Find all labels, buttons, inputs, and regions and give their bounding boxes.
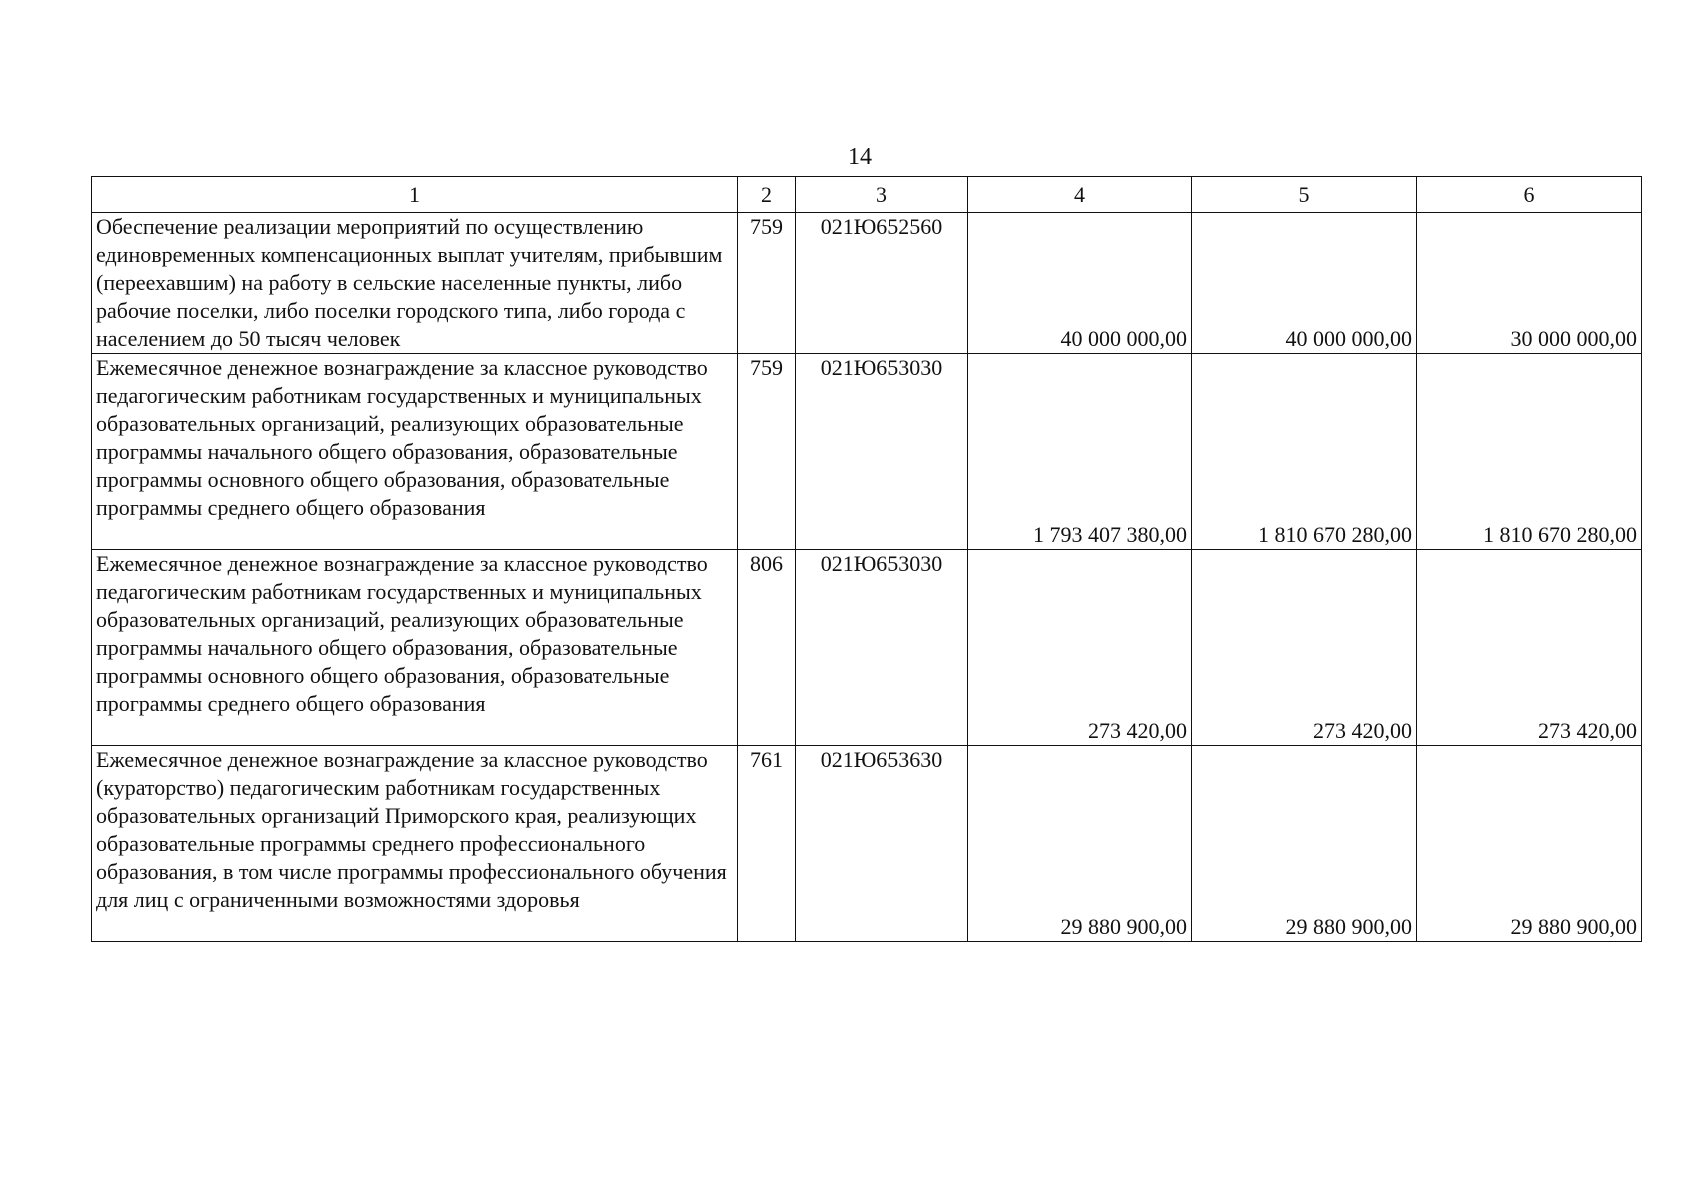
table-row (92, 746, 1642, 942)
column-header-3: 3 (796, 177, 968, 213)
row-amount-4-cell: 40 000 000,00 (968, 213, 1192, 354)
row-amount-6-cell: 273 420,00 (1417, 550, 1642, 746)
row-target-cell: 021Ю652560 (796, 213, 968, 354)
budget-table (91, 176, 1642, 942)
row-name-cell: Ежемесячное денежное вознаграждение за классное руководство педагогическим работникам государственных и муниципальных образовательных организаций, реализующих образовательные программы начального общего образования, образовательные программы основного общего образования, образовательные программы среднего общего образования (92, 354, 738, 550)
row-amount-4-cell: 273 420,00 (968, 550, 1192, 746)
column-header-5: 5 (1192, 177, 1417, 213)
row-amount-4-cell: 1 793 407 380,00 (968, 354, 1192, 550)
column-header-1: 1 (92, 177, 738, 213)
row-amount-6-cell: 30 000 000,00 (1417, 213, 1642, 354)
row-amount-5-cell: 29 880 900,00 (1192, 746, 1417, 942)
table-row (92, 213, 1642, 354)
row-amount-6-cell: 29 880 900,00 (1417, 746, 1642, 942)
row-amount-5-cell: 1 810 670 280,00 (1192, 354, 1417, 550)
page-number: 14 (848, 144, 872, 170)
row-amount-5-cell: 40 000 000,00 (1192, 213, 1417, 354)
row-amount-6-cell: 1 810 670 280,00 (1417, 354, 1642, 550)
row-target-cell: 021Ю653030 (796, 354, 968, 550)
column-header-6: 6 (1417, 177, 1642, 213)
row-code-cell: 761 (738, 746, 796, 942)
row-code-cell: 759 (738, 354, 796, 550)
column-header-2: 2 (738, 177, 796, 213)
row-name-cell: Ежемесячное денежное вознаграждение за классное руководство педагогическим работникам государственных и муниципальных образовательных организаций, реализующих образовательные программы начального общего образования, образовательные программы основного общего образования, образовательные программы среднего общего образования (92, 550, 738, 746)
row-name-cell: Ежемесячное денежное вознаграждение за классное руководство (кураторство) педагогическим работникам государственных образовательных организаций Приморского края, реализующих образовательные программы среднего профессионального образования, в том числе программы профессионального обучения для лиц с ограниченными возможностями здоровья (92, 746, 738, 942)
column-header-4: 4 (968, 177, 1192, 213)
row-name-cell: Обеспечение реализации мероприятий по осуществлению единовременных компенсационных выплат учителям, прибывшим (переехавшим) на работу в сельские населенные пункты, либо рабочие поселки, либо поселки городского типа, либо города с населением до 50 тысяч человек (92, 213, 738, 354)
row-target-cell: 021Ю653630 (796, 746, 968, 942)
table-row (92, 354, 1642, 550)
table-header-row (92, 177, 1642, 213)
row-target-cell: 021Ю653030 (796, 550, 968, 746)
row-amount-5-cell: 273 420,00 (1192, 550, 1417, 746)
table-row (92, 550, 1642, 746)
row-code-cell: 759 (738, 213, 796, 354)
row-code-cell: 806 (738, 550, 796, 746)
row-amount-4-cell: 29 880 900,00 (968, 746, 1192, 942)
